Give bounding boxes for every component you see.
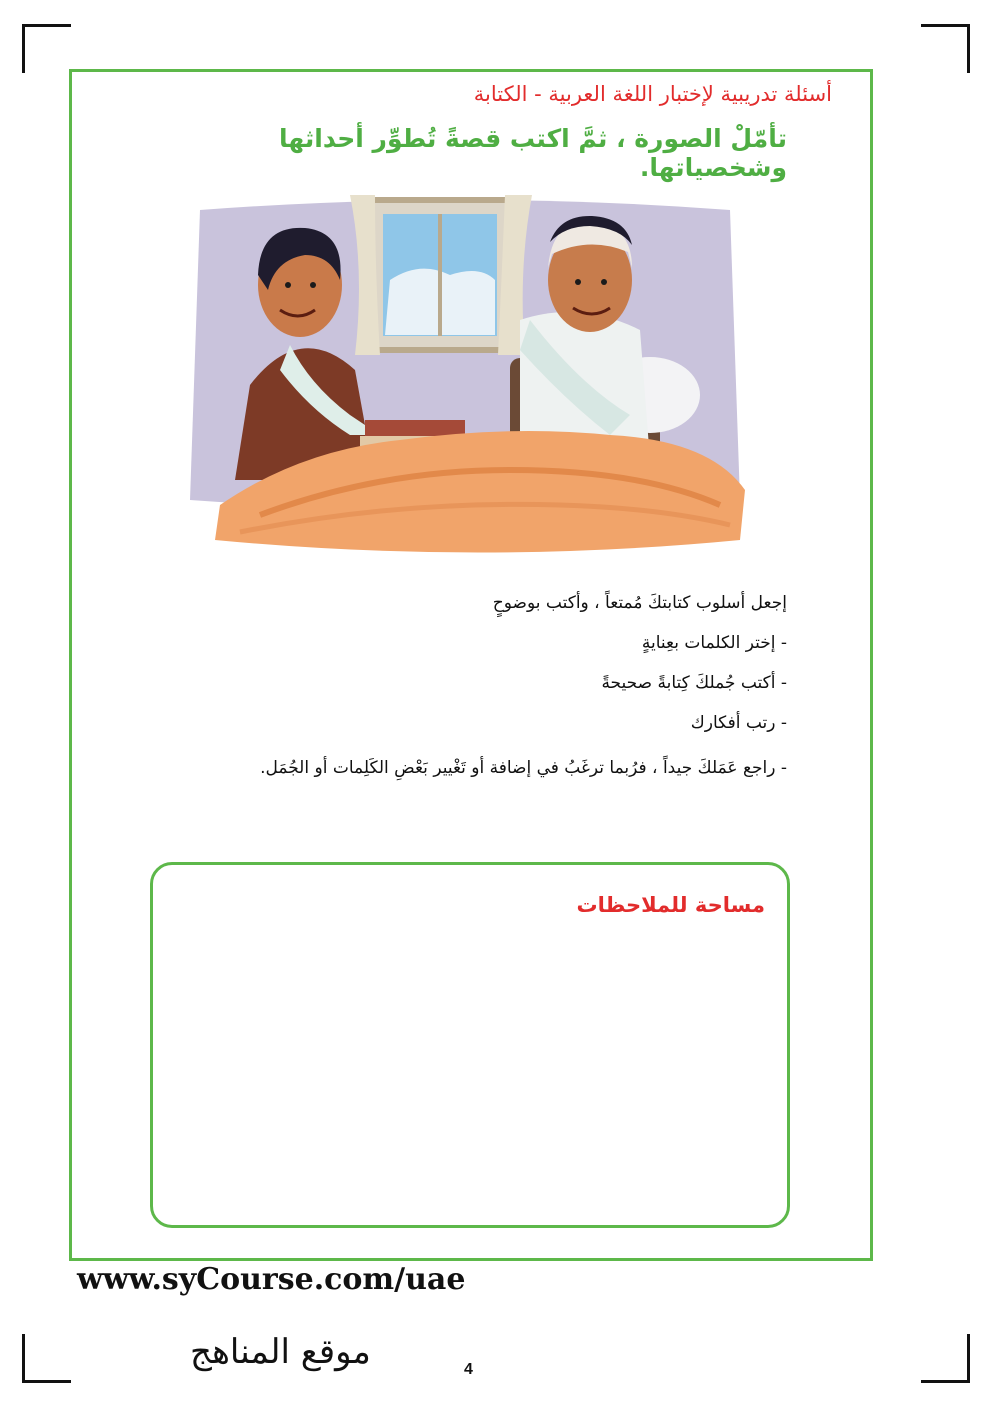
tip-1: إجعل أسلوب كتابتكَ مُمتعاً ، وأكتب بوضوحٍ — [492, 593, 787, 613]
crop-mark-bottom-left — [22, 1334, 71, 1383]
book-top — [365, 420, 465, 436]
writing-instruction: تأمّلْ الصورة ، ثمَّ اكتب قصةً تُطوِّر أحداثها وشخصياتها. — [278, 124, 787, 182]
notes-area[interactable] — [150, 862, 790, 1228]
page-title: أسئلة تدريبية لإختبار اللغة العربية - الكتابة — [473, 82, 832, 106]
crop-mark-top-left — [22, 24, 71, 73]
tip-4: - رتب أفكارك — [690, 713, 787, 734]
crop-mark-bottom-right — [921, 1334, 970, 1383]
writing-tips — [187, 592, 787, 786]
site-name-logo: موقع المناهج — [190, 1332, 371, 1372]
tip-2: - إختر الكلمات بعِنايةٍ — [641, 633, 787, 654]
crop-mark-top-right — [921, 24, 970, 73]
illustration-two-boys-hospital — [180, 170, 750, 570]
notes-title: مساحة للملاحظات — [576, 893, 765, 917]
website-url[interactable]: www.syCourse.com/uae — [77, 1262, 466, 1297]
tip-3: - أكتب جُملكَ كِتابةً صحيحةً — [601, 673, 787, 694]
page-number: 4 — [464, 1361, 473, 1378]
tip-5: - راجع عَمَلكَ جيداً ، فرُبما ترغَبُ في إضافة أو تَغْيير بَعْضِ الكَلِمات أو الجُمَل. — [260, 758, 787, 779]
